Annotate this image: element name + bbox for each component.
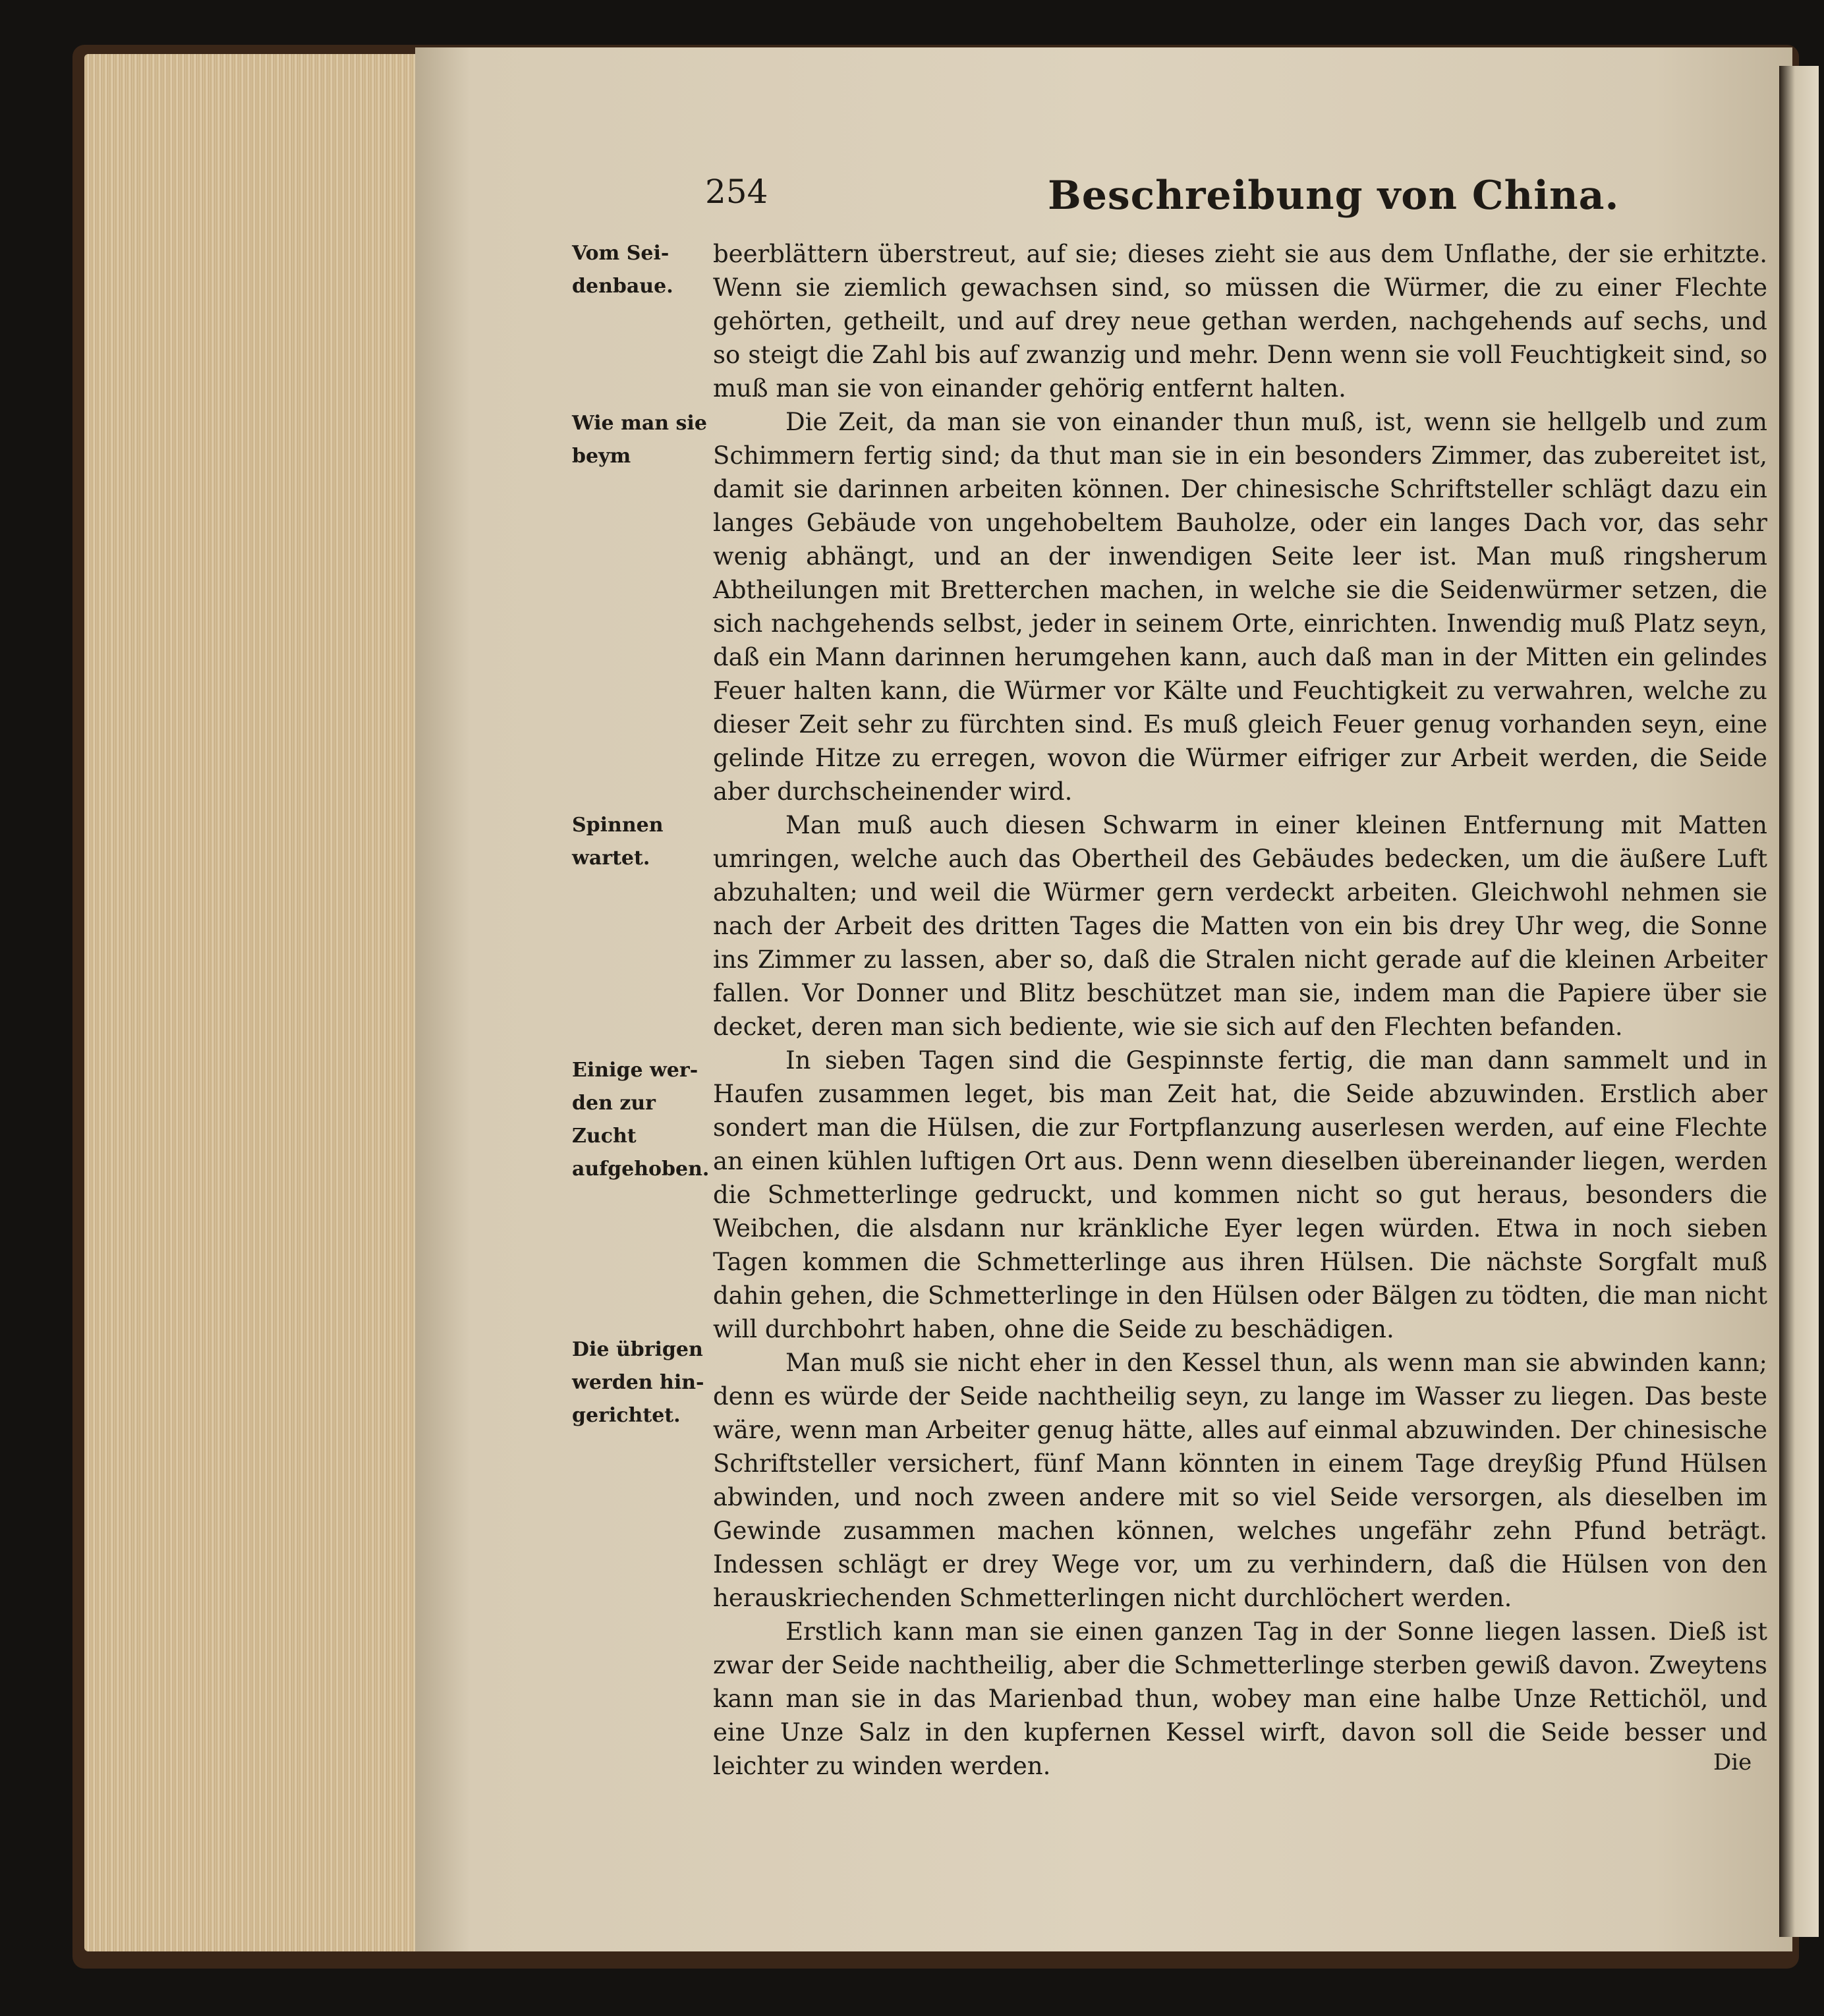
margin-notes <box>572 237 717 1818</box>
paragraph: Erstlich kann man sie einen ganzen Tag in der Sonne liegen lassen. Dieß ist zwar der Seide nachtheilig, aber die Schmetterlinge sterben gewiß davon. Zweytens kann man sie in das Marienbad thun, wobey man eine halbe Unze Rettichöl, und eine Unze Salz in den kupfernen Kessel wirft, davon soll die Seide besser und leichter zu winden werden. <box>713 1617 1767 1780</box>
page-header <box>705 173 1773 225</box>
page-edges <box>84 54 420 1951</box>
running-title: Beschreibung von China. <box>1048 173 1620 219</box>
paragraph: In sieben Tagen sind die Gespinnste fertig, die man dann sammelt und in Haufen zusammen leget, bis man Zeit hat, die Seide abzuwinden. Erstlich aber sondert man die Hülsen, die zur Fortpflanzung auserlesen werden, auf eine Flechte an einen kühlen luftigen Ort aus. Denn wenn dieselben übereinander liegen, werden die Schmetterlinge gedruckt, und kommen nicht so gut heraus, besonders die Weibchen, die alsdann nur kränkliche Eyer legen würden. Etwa in noch sieben Tagen kommen die Schmetterlinge aus ihren Hülsen. Die nächste Sorgfalt muß dahin gehen, die Schmetterlinge in den Hülsen oder Bälgen zu tödten, die man nicht will durchbohrt haben, ohne die Seide zu beschädigen. <box>713 1046 1767 1343</box>
paragraph: Man muß auch diesen Schwarm in einer kleinen Entfernung mit Matten umringen, welche auch das Obertheil des Gebäudes bedecken, um die äußere Luft abzuhalten; und weil die Würmer gern verdeckt arbeiten. Gleichwohl nehmen sie nach der Arbeit des dritten Tages die Matten von ein bis drey Uhr weg, die Sonne ins Zimmer zu lassen, aber so, daß die Stralen nicht gerade auf die kleinen Arbeiter fallen. Vor Donner und Blitz beschützet man sie, indem man die Papiere über sie decket, deren man sich bediente, wie sie sich auf den Flechten befanden. <box>713 811 1767 1041</box>
paragraph: Die Zeit, da man sie von einander thun muß, ist, wenn sie hellgelb und zum Schimmern fertig sind; da thut man sie in ein besonders Zimmer, das zubereitet ist, damit sie darinnen arbeiten können. Der chinesische Schriftsteller schlägt dazu ein langes Gebäude von ungehobeltem Bauholze, oder ein langes Dach vor, das sehr wenig abhängt, und an der inwendigen Seite leer ist. Man muß ringsherum Abtheilungen mit Bretterchen machen, in welche sie die Seidenwürmer setzen, die sich nachgehends selbst, jeder in seinem Orte, einrichten. Inwendig muß Platz seyn, daß ein Mann darinnen herumgehen kann, auch daß man in der Mitten ein gelindes Feuer halten kann, die Würmer vor Kälte und Feuchtigkeit zu verwahren, welche zu dieser Zeit sehr zu fürchten sind. Es muß gleich Feuer genug vorhanden seyn, eine gelinde Hitze zu erregen, wovon die Würmer eifriger zur Arbeit werden, die Seide aber durchscheinender wird. <box>713 408 1767 806</box>
margin-note: Einige wer- den zur Zucht aufgehoben. <box>572 1059 710 1181</box>
catchword: Die <box>1713 1749 1752 1776</box>
body-text <box>713 237 1767 1780</box>
margin-note: Die übrigen werden hin- gerichtet. <box>572 1338 704 1427</box>
paragraph: beerblättern überstreut, auf sie; dieses zieht sie aus dem Unflathe, der sie erhitzte. Wenn sie ziemlich gewachsen sind, so müssen die Würmer, die zu einer Flechte gehörten, getheilt, und auf drey neue gethan werden, nachgehends auf sechs, und so steigt die Zahl bis auf zwanzig und mehr. Denn wenn sie voll Feuchtigkeit sind, so muß man sie von einander gehörig entfernt halten. <box>713 240 1767 403</box>
paragraph: Man muß sie nicht eher in den Kessel thun, als wenn man sie abwinden kann; denn es würde der Seide nachtheilig seyn, zu lange im Wasser zu liegen. Das beste wäre, wenn man Arbeiter genug hätte, alles auf einmal abzuwinden. Der chinesische Schriftsteller versichert, fünf Mann könnten in einem Tage dreyßig Pfund Hülsen abwinden, und noch zween andere mit so viel Seide versorgen, als dieselben im Gewinde zusammen machen können, welches ungefähr zehn Pfund beträgt. Indessen schlägt er drey Wege vor, um zu verhindern, daß die Hülsen von den herauskriechenden Schmetterlingen nicht durchlöchert werden. <box>713 1349 1767 1612</box>
margin-note: Wie man sie beym <box>572 412 707 468</box>
margin-note: Vom Sei- denbaue. <box>572 242 673 298</box>
margin-note: Spinnen wartet. <box>572 814 664 870</box>
page-number: 254 <box>705 173 768 211</box>
facing-page-edge <box>1779 66 1819 1937</box>
